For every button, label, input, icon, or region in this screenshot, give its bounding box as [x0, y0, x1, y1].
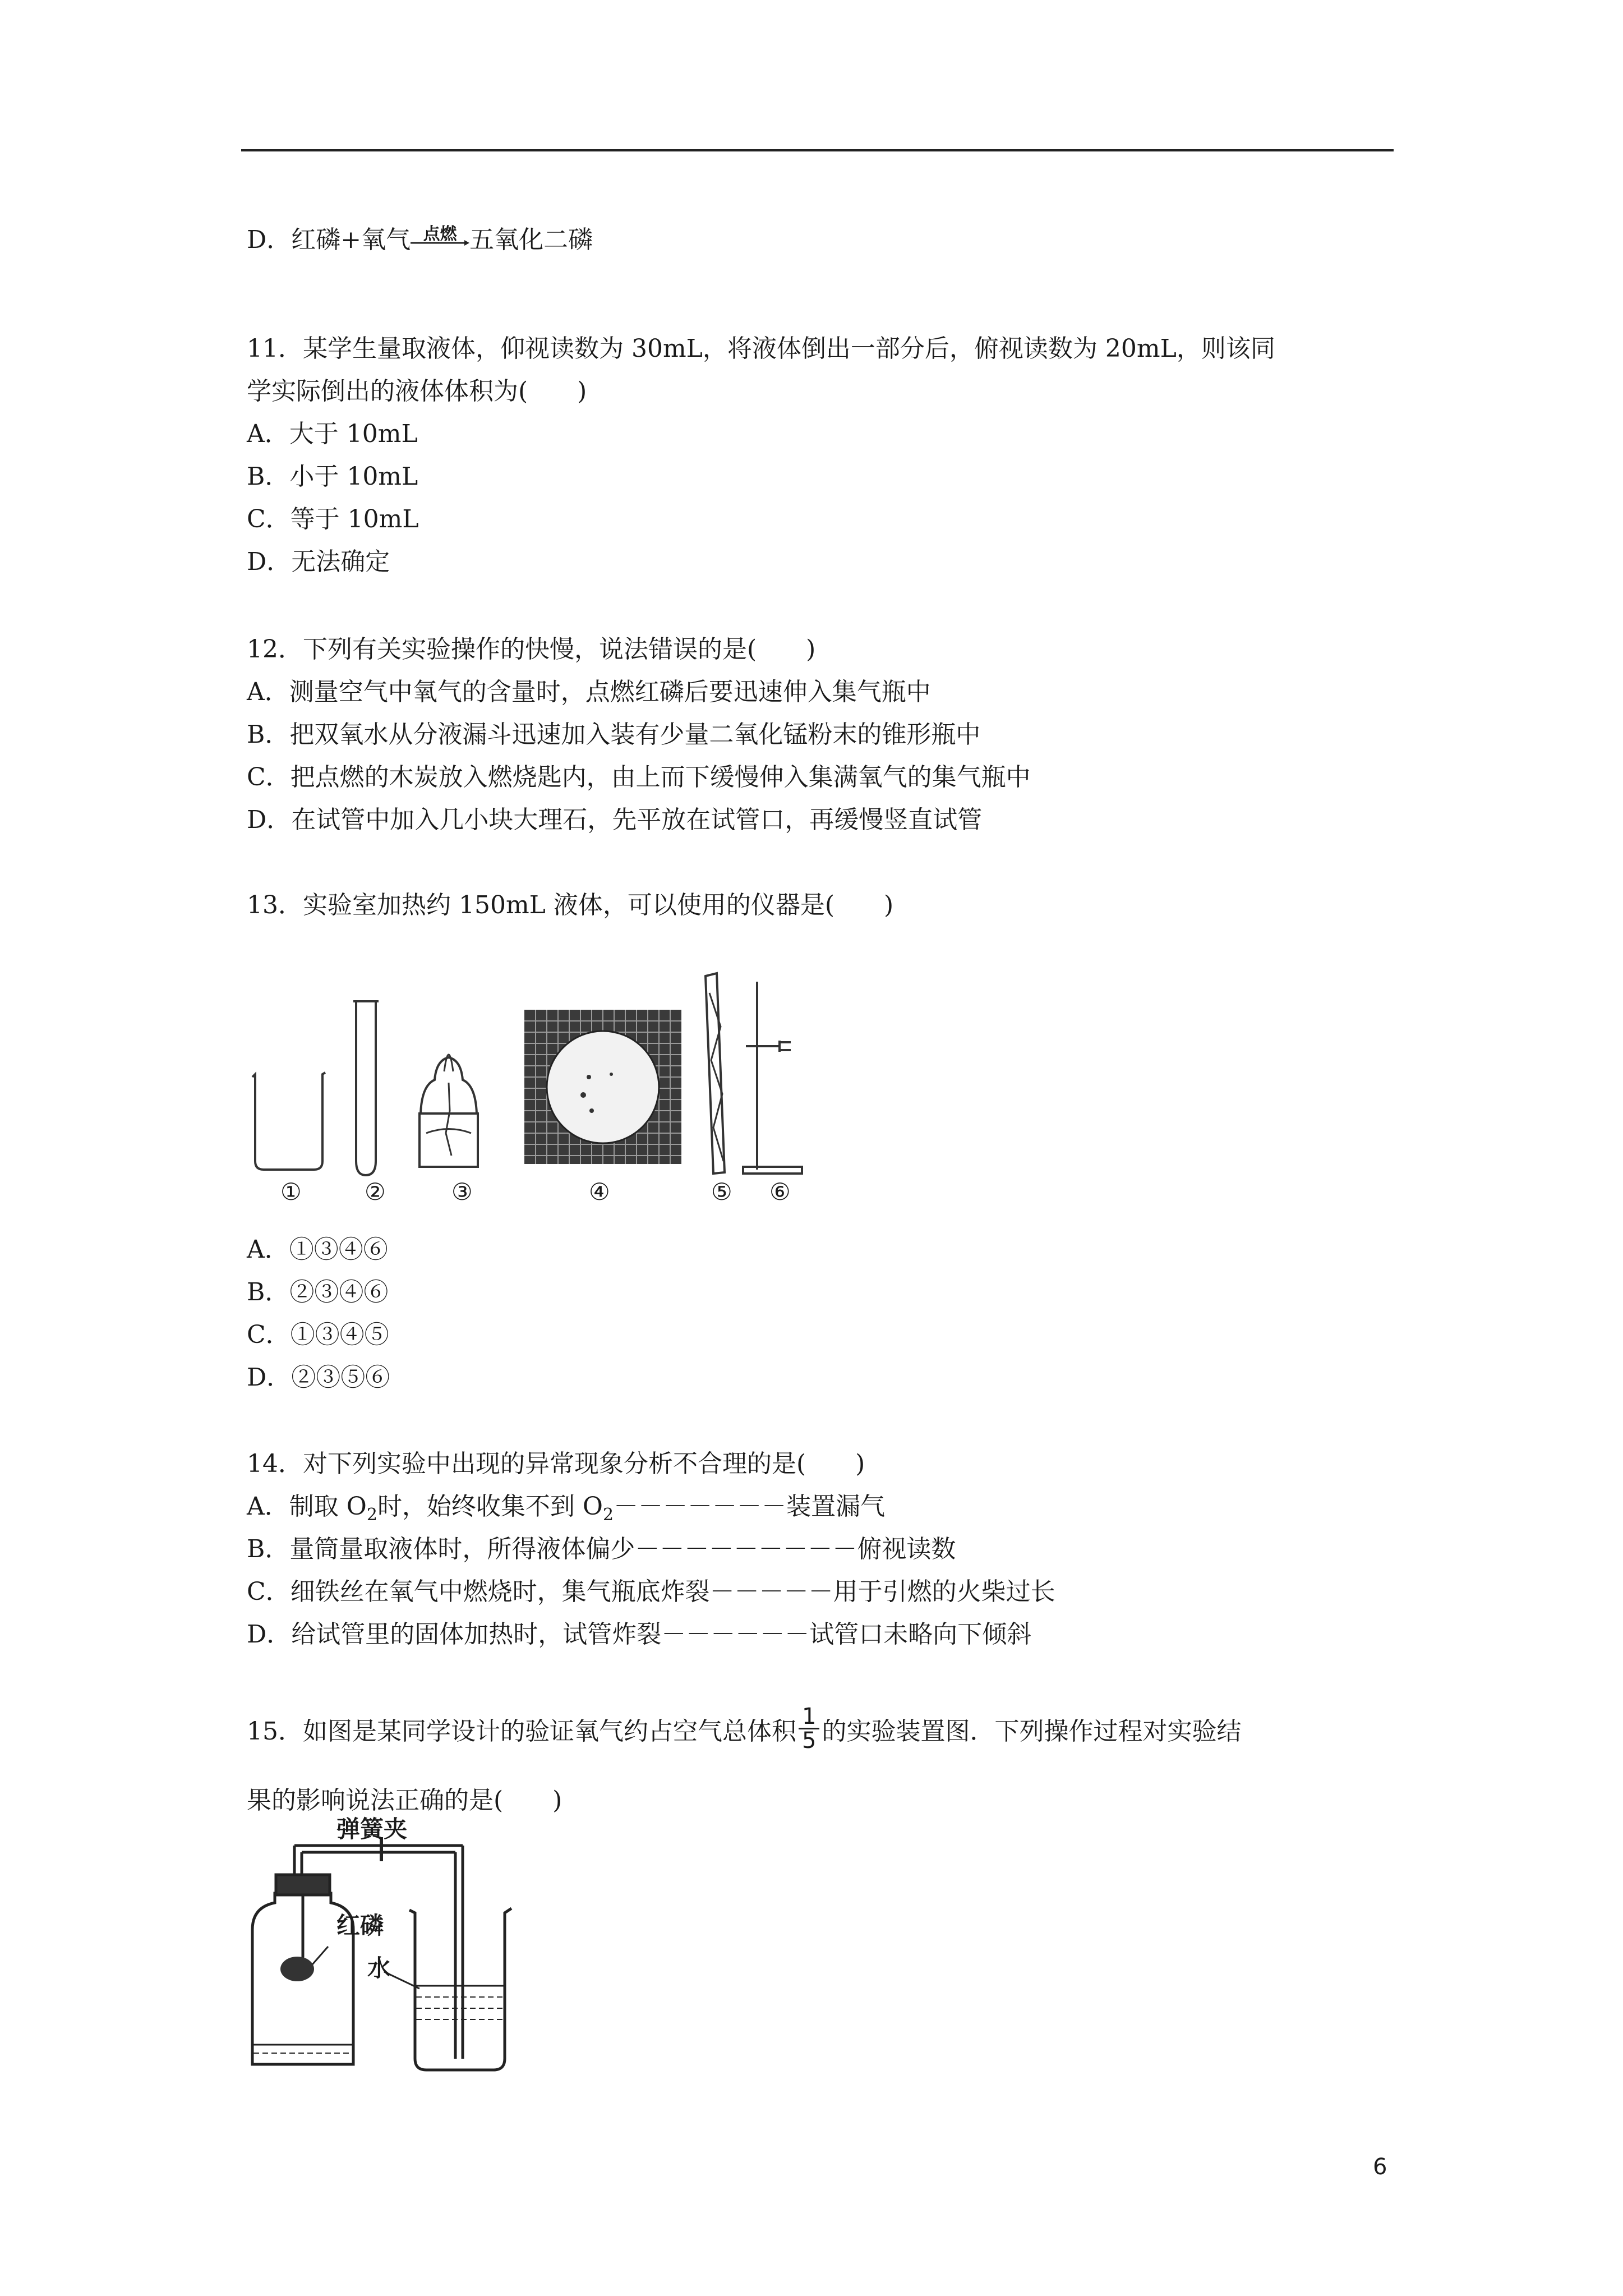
instrument-label-4: ④: [589, 1178, 610, 1205]
subscript-2: 2: [603, 1504, 614, 1525]
q11-option-a: A．大于 10mL: [247, 420, 418, 448]
q13-stem: 13．实验室加热约 150mL 液体，可以使用的仪器是( ): [247, 891, 894, 919]
red-phosphorus-icon: [280, 1957, 314, 1981]
header-rule: [241, 149, 1394, 151]
q11-stem-line2: 学实际倒出的液体体积为( ): [247, 377, 587, 406]
reaction-arrow: [411, 223, 469, 257]
label-red-phosphorus: 红磷: [336, 1912, 384, 1939]
q14-option-d: D．给试管里的固体加热时，试管炸裂－－－－－－试管口未略向下倾斜: [247, 1620, 1032, 1649]
q11-option-c: C．等于 10mL: [247, 505, 419, 533]
q13-option-a: A．①③④⑥: [247, 1235, 388, 1264]
page-number: 6: [1373, 2154, 1387, 2180]
q14-option-a-post: －－－－－－－装置漏气: [614, 1492, 886, 1521]
q12-option-c: C．把点燃的木炭放入燃烧匙内，由上而下缓慢伸入集满氧气的集气瓶中: [247, 763, 1031, 792]
q12-option-b: B．把双氧水从分液漏斗迅速加入装有少量二氧化锰粉末的锥形瓶中: [247, 720, 981, 749]
test-tube-icon: [353, 1001, 379, 1175]
fraction-one-fifth: [799, 1705, 819, 1752]
instrument-label-3: ③: [451, 1178, 473, 1205]
q10-option-d-prefix: D．红磷+氧气: [247, 226, 411, 254]
fraction-numerator: 1: [799, 1705, 819, 1729]
q14-option-a-pre: A．制取 O: [247, 1492, 367, 1521]
iron-stand-icon: [743, 982, 802, 1174]
reaction-condition: 点燃: [423, 224, 457, 244]
q11-option-d: D．无法确定: [247, 547, 390, 576]
q11-stem-line1: 11．某学生量取液体，仰视读数为 30mL，将液体倒出一部分后，俯视读数为 20mL，则该同: [247, 334, 1275, 363]
q11-option-b: B．小于 10mL: [247, 462, 418, 491]
label-water: 水: [367, 1954, 391, 1982]
q10-option-d-suffix: 五氧化二磷: [469, 226, 593, 254]
test-tube-holder-icon: [706, 973, 725, 1174]
beaker-icon: [409, 1908, 511, 2070]
arrow-icon: [411, 239, 469, 247]
q14-stem: 14．对下列实验中出现的异常现象分析不合理的是( ): [247, 1450, 865, 1478]
q13-instruments-figure: [241, 948, 886, 1212]
instrument-label-1: ①: [280, 1178, 302, 1205]
instrument-label-2: ②: [365, 1178, 386, 1205]
q14-option-b: B．量筒量取液体时，所得液体偏少－－－－－－－－－俯视读数: [247, 1535, 956, 1563]
stopper-icon: [276, 1875, 330, 1895]
label-spring-clip: 弹簧夹: [336, 1815, 408, 1843]
q15-stem-line1: [247, 1704, 1242, 1756]
alcohol-lamp-icon: [419, 1055, 478, 1167]
q14-option-a-mid: 时，始终收集不到 O: [377, 1492, 603, 1521]
q12-option-d: D．在试管中加入几小块大理石，先平放在试管口，再缓慢竖直试管: [247, 806, 983, 834]
wire-gauze-icon: [524, 1010, 681, 1164]
q15-stem-line2: 果的影响说法正确的是( ): [247, 1786, 562, 1815]
q12-option-a: A．测量空气中氧气的含量时，点燃红磷后要迅速伸入集气瓶中: [247, 678, 931, 706]
instrument-label-5: ⑤: [711, 1178, 732, 1205]
beaker-icon: [252, 1073, 325, 1170]
q10-option-d: [247, 223, 593, 257]
q13-option-b: B．②③④⑥: [247, 1278, 389, 1306]
fraction-denominator: 5: [802, 1728, 817, 1754]
subscript-2: 2: [366, 1504, 377, 1525]
q14-option-a: [247, 1490, 885, 1532]
q13-option-c: C．①③④⑤: [247, 1320, 389, 1349]
q12-stem: 12．下列有关实验操作的快慢，说法错误的是( ): [247, 635, 816, 664]
q15-stem-post: 的实验装置图．下列操作过程对实验结: [822, 1717, 1242, 1746]
q14-option-c: C．细铁丝在氧气中燃烧时，集气瓶底炸裂－－－－－用于引燃的火柴过长: [247, 1577, 1055, 1606]
q13-option-d: D．②③⑤⑥: [247, 1363, 390, 1392]
q15-apparatus-figure: [241, 1834, 555, 2081]
q15-stem-pre: 15．如图是某同学设计的验证氧气约占空气总体积: [247, 1717, 796, 1746]
instrument-label-6: ⑥: [769, 1178, 791, 1205]
